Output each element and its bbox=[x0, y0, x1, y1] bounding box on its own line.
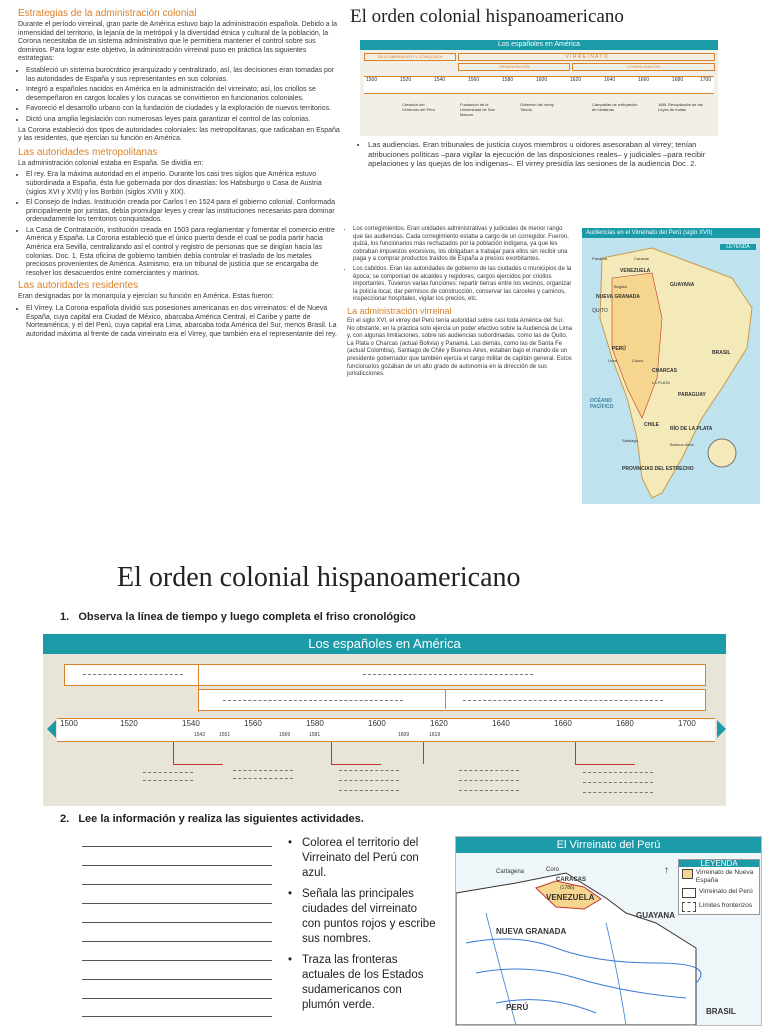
right-arrow-icon bbox=[717, 720, 726, 738]
left-arrow-icon bbox=[47, 720, 56, 738]
question-1: 1. Observa la línea de tiempo y luego completa el friso cronológico bbox=[60, 611, 416, 623]
list-item: • Integró a españoles nacidos en América en la administración del virreinato; así, los criollos se desempeñaron en cargos locales y los curacas se convirtieron en funcionarios coloniales. bbox=[26, 86, 340, 103]
legend-item: Virreinato de Nueva España bbox=[695, 869, 754, 884]
map-label: Panamá bbox=[592, 256, 607, 261]
event-marker bbox=[173, 764, 223, 765]
band-empty bbox=[64, 664, 706, 686]
event-marker bbox=[173, 742, 174, 764]
sub-year-label: 1609 bbox=[398, 732, 410, 738]
year-label: 1580 bbox=[306, 719, 324, 728]
year-label: 1680 bbox=[672, 77, 684, 83]
answer-line bbox=[143, 772, 193, 773]
map-label: BRASIL bbox=[706, 1007, 736, 1016]
answer-line bbox=[233, 778, 293, 779]
map-label: OCÉANO PACÍFICO bbox=[590, 398, 614, 410]
legend-item: Límites fronterizos bbox=[699, 902, 753, 910]
map-title: Audiencias en el Virreinato del Perú (siglo XVII) bbox=[582, 228, 760, 238]
year-label: 1580 bbox=[502, 77, 514, 83]
map-label: QUITO bbox=[592, 308, 608, 314]
legend-swatch bbox=[682, 902, 696, 912]
map-label: VENEZUELA bbox=[620, 268, 651, 274]
question-2: 2. Lee la información y realiza las siguientes actividades. bbox=[60, 813, 364, 825]
map-label: Bogotá bbox=[614, 284, 627, 289]
list-item: • Los cabildos. Eran las autoridades de gobierno de las ciudades o municipios de la época; se componían de alcaldes y regidores, cargos ejercidos por criollos importantes. Tuvieron varias funciones: repartir tierras entre los vecinos, organizar la policía local, dar permisos de construcción, conservar las cárceles y caminos, inspeccionar hospitales, vigilar los precios, etc. bbox=[353, 266, 573, 304]
mini-ruler bbox=[364, 76, 714, 94]
year-label: 1660 bbox=[554, 719, 572, 728]
year-label: 1600 bbox=[536, 77, 548, 83]
paragraph: La administración colonial estaba en España. Se dividía en: bbox=[18, 159, 204, 167]
map-label: CHARCAS bbox=[652, 368, 677, 374]
timeline-ruler bbox=[57, 718, 715, 742]
list-item: • El Virrey. La Corona española dividió sus posesiones americanas en dos virreinatos: el de Nueva España, cuya capital era Ciudad de México, abarcaba América Central, el Caribe y parte de Norteamérica; y el del Perú, cuya capital era Lima, abarcaba toda América del Sur, menos Brasil. La autoridad máxima al frente de cada virreinato era el Virrey, que también era el representante del rey. bbox=[26, 305, 340, 339]
section-title: Estrategias de la administración colonial bbox=[18, 8, 197, 19]
map-label: Santiago bbox=[622, 438, 638, 443]
answer-line bbox=[339, 770, 399, 771]
answer-line bbox=[459, 790, 519, 791]
list-item: • La Casa de Contratación, institución creada en 1503 para reglamentar y fomentar el comercio entre América y España. La Corona estableció que el único puerto desde el cual se podía partir hacia América era Sevilla, centralizando así el control y registro de personas que se dirigían hacia las colonias. Doc. 1. Esta oficina de gobierno también debía controlar el traslado de los metales preciosos provenientes de América. Asimismo, era un tribunal de justicia que se encargaba de resolver los desacuerdos entre comerciantes y marinos. bbox=[26, 227, 340, 279]
mini-band: CONSOLIDACIÓN bbox=[572, 63, 715, 71]
list-item: • Las audiencias. Eran tribunales de justicia cuyos miembros u oidores asesoraban al virrey; tenían atribuciones políticas –para vigilar la ejecución de las disposiciones reales– y judiciales –para recibir apelaciones y las quejas de los indígenas–. El virrey presidía las sesiones de la audiencia Doc. 2. bbox=[368, 140, 718, 169]
answer-line bbox=[583, 772, 653, 773]
mini-event: Gobierno del virrey Toledo bbox=[520, 102, 554, 112]
sub-year-label: 1551 bbox=[219, 732, 231, 738]
paragraph: Eran designadas por la monarquía y ejercían su función en América. Estas fueron: bbox=[18, 293, 274, 301]
map-label: GUAYANA bbox=[670, 282, 695, 288]
answer-line bbox=[583, 782, 653, 783]
audiencias-block bbox=[360, 140, 718, 171]
mini-band: DESCUBRIMIENTO Y CONQUISTA bbox=[364, 53, 456, 61]
compass-icon: ↑ bbox=[664, 865, 669, 876]
year-label: 1660 bbox=[638, 77, 650, 83]
mini-event: Creación del Virreinato del Perú bbox=[402, 102, 436, 112]
worksheet-title: El orden colonial hispanoamericano bbox=[117, 562, 521, 593]
legend-panel bbox=[678, 859, 760, 915]
peru-viceroyalty-map bbox=[455, 836, 762, 1026]
event-marker bbox=[331, 764, 381, 765]
map-label: CARACAS bbox=[556, 877, 586, 883]
map-label: CHILE bbox=[644, 422, 659, 428]
year-label: 1600 bbox=[368, 719, 386, 728]
paragraph: En el siglo XVI, el virrey del Perú tenía autoridad sobre casi toda América del Sur. No obstante, en la práctica solo ejercía un poder efectivo sobre la Audiencia de Lima y, con algunas limitaciones, sobre las audiencias subordinadas, como las de Quito, La Plata o Charcas (actual Bolivia) y Panamá. Las demás, como las de Santa Fe (actual Colombia), Santiago de Chile y Buenos Aires, estaban bajo el mando de un presidente gobernador que también ejercía el cargo militar de capitán general. Estos funcionarios gozaban de un alto grado de autonomía en la dirección de sus jurisdicciones. bbox=[347, 317, 573, 378]
resid-list bbox=[18, 305, 340, 339]
answer-line bbox=[143, 780, 193, 781]
mini-event: Fundación de la Universidad de San Marcos bbox=[460, 102, 495, 117]
year-label: 1520 bbox=[400, 77, 412, 83]
year-label: 1520 bbox=[120, 719, 138, 728]
metro-list bbox=[18, 171, 340, 278]
year-label: 1560 bbox=[244, 719, 262, 728]
mini-band: ORGANIZACIÓN bbox=[458, 63, 570, 71]
year-label: 1700 bbox=[678, 719, 696, 728]
activities-list: • Colorea el territorio del Virreinato del Perú con azul. • Señala las principales ciudades del virreinato con puntos rojos y escribe sus nombres. • Traza las fronteras actuales de los Estados sudamericanos con plumón verde. bbox=[288, 837, 436, 1011]
answer-line bbox=[583, 792, 653, 793]
map-label: Caracas bbox=[634, 256, 649, 261]
timeline-header: Los españoles en América bbox=[43, 634, 726, 654]
left-column bbox=[18, 6, 340, 341]
legend-title: LEYENDA bbox=[679, 860, 759, 867]
map-label: BRASIL bbox=[712, 350, 731, 356]
legend-swatch bbox=[682, 869, 693, 879]
answer-line bbox=[83, 674, 183, 675]
sub-year-label: 1542 bbox=[194, 732, 206, 738]
answer-line bbox=[223, 700, 403, 701]
year-label: 1700 bbox=[700, 77, 712, 83]
event-marker bbox=[575, 764, 635, 765]
map-label: Lima bbox=[608, 358, 617, 363]
list-item: • Dictó una amplia legislación con numerosas leyes para garantizar el control de las colonias. bbox=[26, 116, 340, 125]
answer-line bbox=[233, 770, 293, 771]
section-title: Las autoridades residentes bbox=[18, 280, 139, 292]
year-label: 1500 bbox=[60, 719, 78, 728]
mini-timeline bbox=[360, 40, 718, 136]
activity-item: Señala las principales ciudades del virreinato con puntos rojos y escribe sus nombres. bbox=[302, 888, 436, 945]
map-label: PERÚ bbox=[612, 346, 626, 352]
map-label: PERÚ bbox=[506, 1003, 529, 1012]
year-label: 1640 bbox=[492, 719, 510, 728]
activity-item: Colorea el territorio del Virreinato del Perú con azul. bbox=[302, 837, 419, 879]
list-item: • Estableció un sistema burocrático jerarquizado y centralizado, así, las decisiones eran tomadas por las autoridades de España y sus representantes en sus colonias. bbox=[26, 67, 340, 84]
answer-lines[interactable] bbox=[82, 838, 272, 1018]
map-label: Cartagena bbox=[496, 869, 525, 875]
map-title: El Virreinato del Perú bbox=[456, 837, 761, 853]
middle-column bbox=[347, 226, 573, 382]
map-label: Cuzco bbox=[632, 358, 644, 363]
activity-item: Traza las fronteras actuales de los Estados sudamericanos con plumón verde. bbox=[302, 954, 424, 1011]
sub-year-label: 1569 bbox=[279, 732, 291, 738]
map-label: VENEZUELA bbox=[546, 893, 595, 902]
year-label: 1540 bbox=[182, 719, 200, 728]
list-item: • Favoreció el desarrollo urbano con la fundación de ciudades y la exploración de nuevos territorios. bbox=[26, 105, 340, 114]
mini-band: V I R R E I N A T O bbox=[458, 53, 715, 61]
map-label: GUAYANA bbox=[636, 911, 675, 920]
sub-year-label: 1581 bbox=[309, 732, 321, 738]
year-label: 1620 bbox=[430, 719, 448, 728]
answer-line bbox=[339, 790, 399, 791]
answer-line bbox=[363, 674, 533, 675]
map-label: (1786) bbox=[560, 885, 575, 891]
map-label: Buenos Aires bbox=[670, 442, 694, 447]
map-label: NUEVA GRANADA bbox=[596, 294, 640, 300]
map-legend: LEYENDA bbox=[720, 244, 756, 250]
year-label: 1560 bbox=[468, 77, 480, 83]
year-label: 1500 bbox=[366, 77, 378, 83]
year-label: 1620 bbox=[570, 77, 582, 83]
section-title: Las autoridades metropolitanas bbox=[18, 146, 158, 158]
audiencias-map bbox=[582, 228, 760, 504]
event-marker bbox=[423, 742, 424, 764]
list-item: • El rey. Era la máxima autoridad en el imperio. Durante los casi tres siglos que América estuvo subordinada a España, ésta fue gobernada por dos dinastías: los Habsburgo o Casa de Austria (siglos XVI y XVII) y los Borbón (siglos XVIII y XIX). bbox=[26, 171, 340, 197]
page-title: El orden colonial hispanoamericano bbox=[350, 6, 624, 27]
map-label: Coro bbox=[546, 867, 560, 873]
legend-swatch bbox=[682, 888, 696, 898]
event-marker bbox=[331, 742, 332, 764]
answer-line bbox=[459, 780, 519, 781]
timeline bbox=[43, 634, 726, 806]
paragraph: La Corona estableció dos tipos de autoridades coloniales: las metropolitanas, que radicaban en España y las residentes, que ejercían su función en América. bbox=[18, 126, 340, 143]
sub-year-label: 1619 bbox=[429, 732, 441, 738]
map-label: PARAGUAY bbox=[678, 392, 706, 398]
intro-paragraph: Durante el período virreinal, gran parte de América estuvo bajo la administración española. Debido a la inmensidad del territorio, la lejanía de la metrópoli y la diversidad étnica y cultural de la población, la Corona necesitaba de un sistema administrativo que le permitiera mantener el control sobre sus dominios. Para lograr este objetivo, la administración virreinal puso en práctica las siguientes estrategias: bbox=[18, 21, 338, 63]
answer-line bbox=[463, 700, 663, 701]
answer-line bbox=[339, 780, 399, 781]
map-label: RÍO DE LA PLATA bbox=[670, 426, 713, 432]
map-label: LA PLATA bbox=[652, 380, 670, 385]
section-title: La administración virreinal bbox=[347, 305, 452, 316]
list-item: • El Consejo de Indias. Institución creada por Carlos I en 1524 para el gobierno colonial. Conformada principalmente por juristas, debía promulgar leyes y crear las instituciones necesarias para dominar ordenadamente los territorios conquistados. bbox=[26, 199, 340, 225]
year-label: 1680 bbox=[616, 719, 634, 728]
strategy-list bbox=[18, 67, 340, 125]
event-marker bbox=[575, 742, 576, 764]
year-label: 1640 bbox=[604, 77, 616, 83]
legend-item: Virreinato del Perú bbox=[699, 888, 753, 896]
answer-line bbox=[459, 770, 519, 771]
band-divider bbox=[445, 689, 446, 709]
mini-event: Campañas de extirpación de idolatrías bbox=[592, 102, 638, 112]
map-label: PROVINCIAS DEL ESTRECHO bbox=[622, 466, 694, 472]
mini-event: 1681 Recopilación de las Leyes de Indias bbox=[658, 102, 703, 112]
mini-timeline-header: Los españoles en América bbox=[360, 40, 718, 50]
list-item: • Los corregimientos. Eran unidades administrativas y judiciales de menor rango que las audiencias. Cada corregimiento estaba a cargo de un corregidor. Fueron, quizá, los funcionarios más rechazados por la población indígena, ya que les cobraban impuestos excesivos, los obligaban a trabajar para ellos sin recibir una paga y a comprar productos traídos de España a precios exorbitantes. bbox=[353, 226, 573, 264]
year-label: 1540 bbox=[434, 77, 446, 83]
map-label: NUEVA GRANADA bbox=[496, 927, 567, 936]
